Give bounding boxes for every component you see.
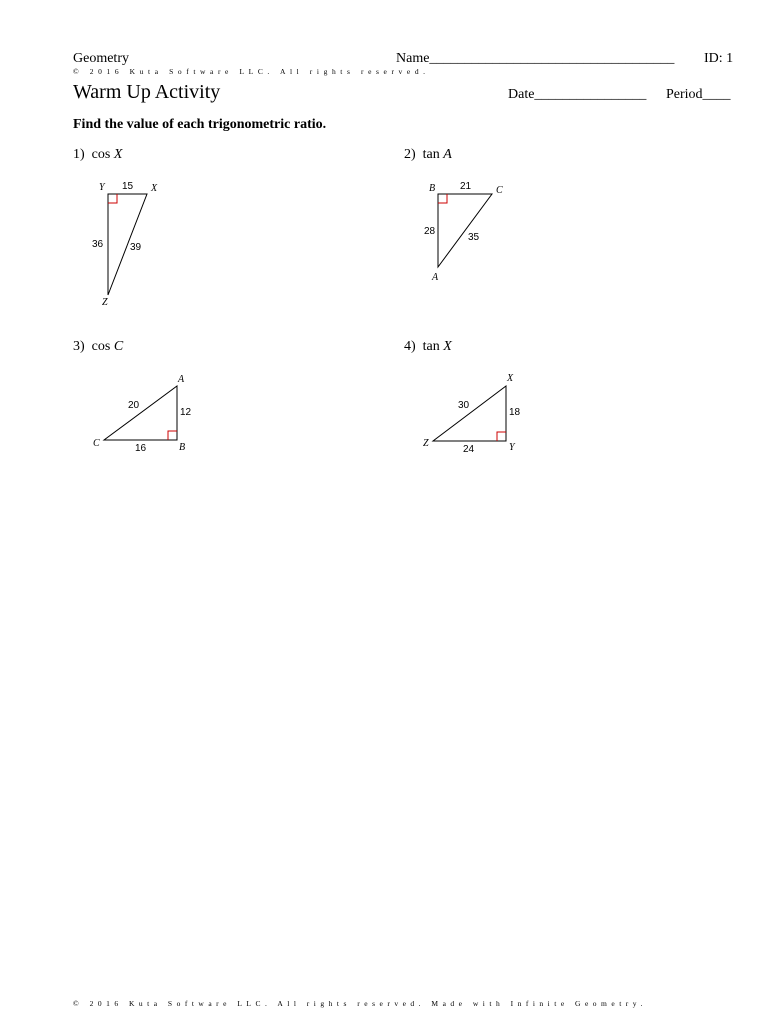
vertex-label-x: X bbox=[507, 373, 514, 384]
header-copyright: © 2016 Kuta Software LLC. All rights reserved. bbox=[73, 67, 430, 76]
right-angle-marker bbox=[168, 431, 177, 440]
side-length-bottom: 24 bbox=[463, 444, 475, 455]
page-title: Warm Up Activity bbox=[73, 81, 221, 103]
problem-1-triangle bbox=[88, 176, 178, 311]
trig-function: cos bbox=[91, 147, 111, 162]
side-length-bottom: 16 bbox=[135, 443, 147, 454]
right-angle-marker bbox=[108, 194, 117, 203]
problem-2-prompt bbox=[404, 147, 452, 163]
vertex-label-b: B bbox=[429, 183, 436, 194]
side-length-left: 36 bbox=[92, 239, 104, 250]
side-length-hypotenuse: 39 bbox=[130, 242, 142, 253]
angle-variable: X bbox=[443, 339, 452, 354]
side-length-right: 12 bbox=[180, 407, 192, 418]
triangle-outline bbox=[438, 194, 492, 267]
instructions: Find the value of each trigonometric ratio. bbox=[73, 117, 327, 132]
side-length-hypotenuse: 20 bbox=[128, 400, 140, 411]
right-angle-marker bbox=[497, 432, 506, 441]
vertex-label-z: Z bbox=[423, 438, 429, 449]
vertex-label-c: C bbox=[496, 185, 503, 196]
right-angle-marker bbox=[438, 194, 447, 203]
problem-number: 2) bbox=[404, 147, 416, 162]
side-length-top: 15 bbox=[122, 181, 134, 192]
vertex-label-y: Y bbox=[509, 442, 515, 453]
vertex-label-a: A bbox=[178, 374, 185, 385]
triangle-outline bbox=[104, 386, 177, 440]
problem-3-prompt bbox=[73, 339, 123, 355]
id-label: ID: 1 bbox=[704, 51, 734, 66]
triangle-outline bbox=[433, 386, 506, 441]
vertex-label-z: Z bbox=[102, 297, 108, 308]
vertex-label-c: C bbox=[93, 438, 100, 449]
problem-number: 4) bbox=[404, 339, 416, 354]
trig-function: tan bbox=[422, 339, 440, 354]
side-length-left: 28 bbox=[424, 226, 436, 237]
footer-copyright: © 2016 Kuta Software LLC. All rights reserved. Made with Infinite Geometry. bbox=[73, 999, 647, 1008]
problem-4-triangle bbox=[418, 368, 528, 458]
side-length-hypotenuse: 30 bbox=[458, 400, 470, 411]
side-length-hypotenuse: 35 bbox=[468, 232, 480, 243]
trig-function: cos bbox=[91, 339, 111, 354]
period-field-label: Period____ bbox=[666, 87, 731, 102]
problem-4-prompt bbox=[404, 339, 452, 355]
angle-variable: X bbox=[113, 147, 123, 162]
vertex-label-y: Y bbox=[99, 182, 105, 193]
problem-1-prompt bbox=[73, 147, 122, 163]
trig-function: tan bbox=[422, 147, 440, 162]
triangle-outline bbox=[108, 194, 147, 295]
course-name: Geometry bbox=[73, 51, 129, 66]
side-length-top: 21 bbox=[460, 181, 472, 192]
vertex-label-a: A bbox=[432, 272, 439, 283]
problem-number: 1) bbox=[73, 147, 85, 162]
problem-number: 3) bbox=[73, 339, 85, 354]
side-length-right: 18 bbox=[509, 407, 521, 418]
problem-2-triangle bbox=[418, 176, 518, 291]
name-field-label: Name___________________________________ bbox=[396, 51, 675, 66]
date-field-label: Date________________ bbox=[508, 87, 647, 102]
problem-3-triangle bbox=[88, 368, 198, 458]
vertex-label-b: B bbox=[179, 442, 186, 453]
angle-variable: C bbox=[113, 339, 124, 354]
angle-variable: A bbox=[443, 147, 452, 162]
vertex-label-x: X bbox=[151, 183, 158, 194]
